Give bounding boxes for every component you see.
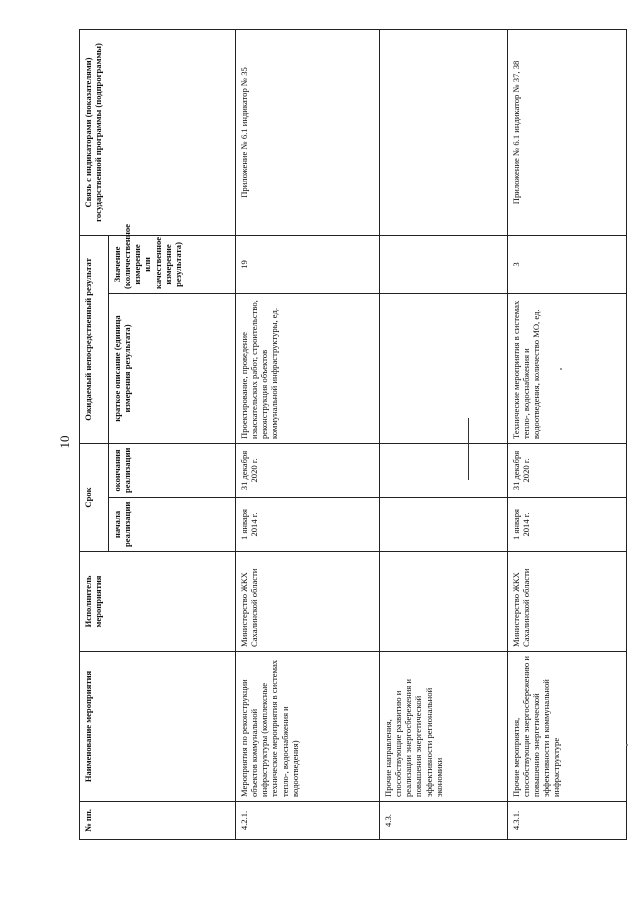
cell-start (379, 498, 507, 552)
header-result-desc: краткое описание (единица измерения результата) (109, 293, 236, 443)
header-executor: Исполнитель мероприятия (80, 552, 236, 652)
cell-name: Прочие мероприятия, способствующие энергосбережению и повышению энергетической эффективности в коммунальной инфраструктуре (507, 652, 626, 802)
cell-executor (379, 552, 507, 652)
cell-link: Приложение № 6.1 индикатор № 35 (236, 29, 380, 235)
cell-executor: Министерство ЖКХ Сахалинской области (236, 552, 380, 652)
cell-end: 31 декабря 2020 г. (236, 443, 380, 497)
page-number: 10 (57, 435, 72, 449)
scan-speck (626, 744, 628, 746)
cell-num: 4.3. (379, 802, 507, 840)
cell-num: 4.3.1. (507, 802, 626, 840)
header-term-end: окончания реализации (109, 443, 236, 497)
cell-result: Технические мероприятия в системах тепло-, водоснабжения и водоотведения, количество МО, ед. (507, 293, 626, 443)
separator-line (468, 418, 469, 480)
measures-table (79, 29, 627, 840)
scan-speck (560, 368, 562, 370)
header-term: Срок (80, 443, 109, 551)
header-term-start: начала реализации (109, 498, 236, 552)
cell-executor: Министерство ЖКХ Сахалинской области (507, 552, 626, 652)
table-row (507, 29, 626, 839)
cell-end: 31 декабря 2020 г. (507, 443, 626, 497)
cell-link: Приложение № 6.1 индикатор № 37, 38 (507, 29, 626, 235)
header-name: Наименование мероприятия (80, 652, 236, 802)
cell-start: 1 января 2014 г. (236, 498, 380, 552)
cell-end (379, 443, 507, 497)
cell-value (379, 235, 507, 293)
table-row (379, 29, 507, 839)
cell-start: 1 января 2014 г. (507, 498, 626, 552)
cell-link (379, 29, 507, 235)
rotated-table-container (79, 30, 627, 840)
header-num: № пп. (80, 802, 236, 840)
header-result-value: Значение (количественное измерение или качественное измерение результата) (109, 235, 236, 293)
header-link: Связь с индикаторами (показателями) государственной программы (подпрограммы) (80, 29, 236, 235)
cell-num: 4.2.1. (236, 802, 380, 840)
cell-value: 19 (236, 235, 380, 293)
cell-value: 3 (507, 235, 626, 293)
cell-name: Прочие направления, способствующие развитию и реализации энергосбережения и повышения энергетической эффективности региональной экономики (379, 652, 507, 802)
cell-name: Мероприятия по реконструкции объектов коммунальной инфраструктуры (комплексные технические мероприятия в системах тепло-, водоснабжения и водоотведения) (236, 652, 380, 802)
header-result: Ожидаемый непосредственный результат (80, 235, 109, 443)
cell-result: Проектирование, проведение изыскательских работ, строительство, реконструкция объектов коммунальной инфраструктуры, ед. (236, 293, 380, 443)
table-row (236, 29, 380, 839)
cell-result (379, 293, 507, 443)
